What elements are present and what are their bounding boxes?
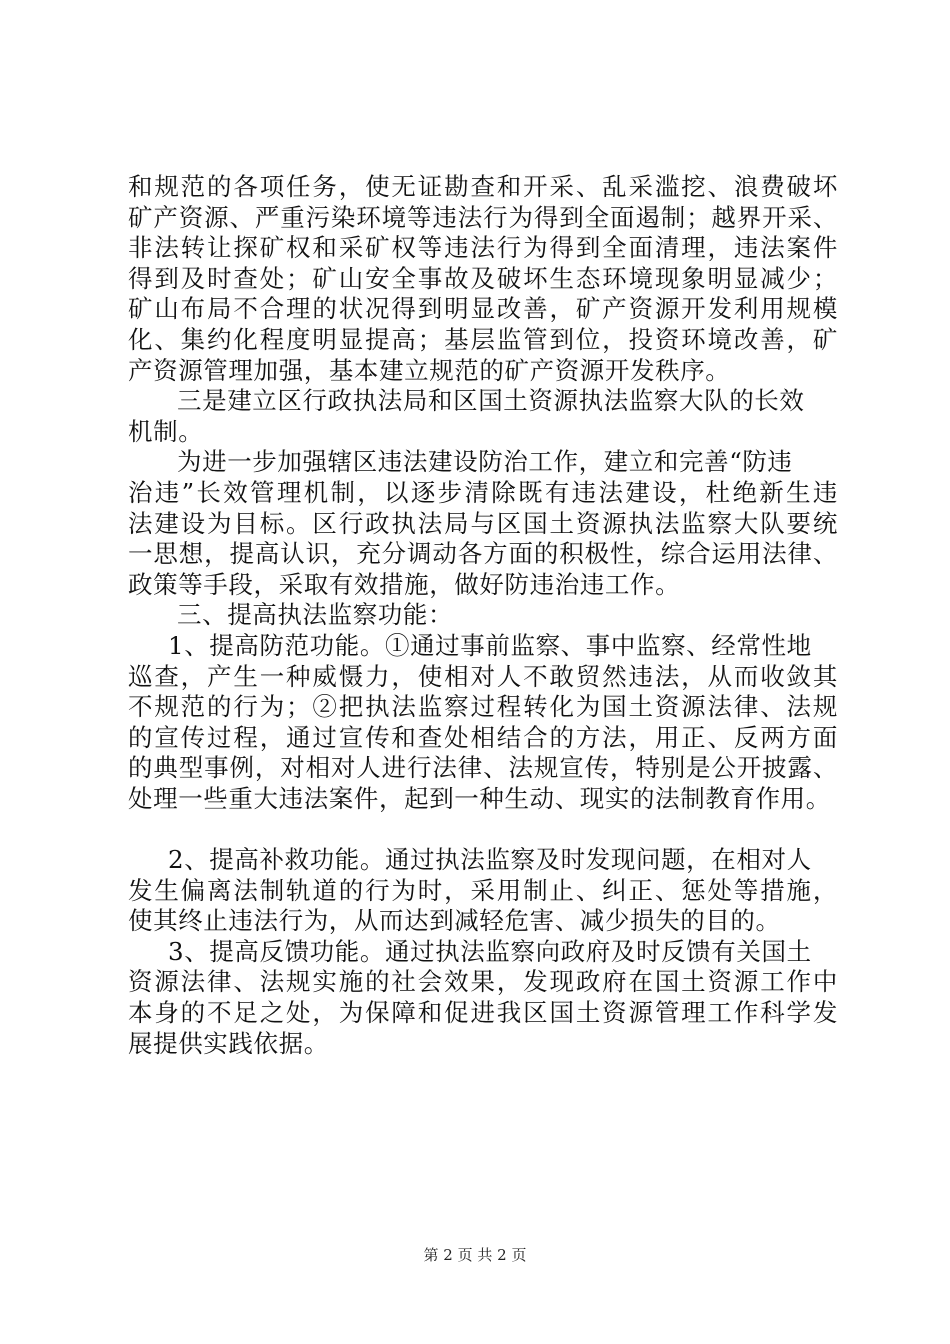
text-line: 处理一些重大违法案件，起到一种生动、现实的法制教育作用。 [128, 783, 831, 813]
text-line: 机制。 [128, 416, 204, 446]
paragraph-gap [128, 814, 838, 845]
text-line: 资源法律、法规实施的社会效果，发现政府在国土资源工作中 [128, 967, 838, 997]
page-footer: 第 2 页 共 2 页 [423, 1246, 527, 1264]
text-line: 的宣传过程，通过宣传和查处相结合的方法，用正、反两方面 [128, 722, 838, 752]
text-line: 治违”长效管理机制，以逐步清除既有违法建设，杜绝新生违 [128, 477, 838, 507]
text-line: 和规范的各项任务，使无证勘查和开采、乱采滥挖、浪费破坏 [128, 172, 838, 201]
text-line: 使其终止违法行为，从而达到减轻危害、减少损失的目的。 [128, 906, 781, 936]
text-line: 发生偏离法制轨道的行为时，采用制止、纠正、惩处等措施， [128, 875, 838, 905]
text-line: 2、提高补救功能。通过执法监察及时发现问题，在相对人 [168, 845, 812, 875]
text-line: 产资源管理加强，基本建立规范的矿产资源开发秩序。 [128, 355, 731, 385]
text-line: 法建设为目标。区行政执法局与区国土资源执法监察大队要统 [128, 508, 838, 538]
text-line: 一思想，提高认识，充分调动各方面的积极性，综合运用法律、 [128, 539, 838, 569]
text-line: 不规范的行为；②把执法监察过程转化为国土资源法律、法规 [128, 692, 838, 722]
text-line: 得到及时查处；矿山安全事故及破坏生态环境现象明显减少； [128, 263, 838, 293]
text-line: 三是建立区行政执法局和区国土资源执法监察大队的长效 [177, 386, 805, 416]
text-line: 的典型事例，对相对人进行法律、法规宣传，特别是公开披露、 [128, 753, 838, 783]
text-line: 1、提高防范功能。①通过事前监察、事中监察、经常性地 [168, 630, 812, 660]
text-line: 矿产资源、严重污染环境等违法行为得到全面遏制；越界开采、 [128, 202, 838, 232]
text-line: 矿山布局不合理的状况得到明显改善，矿产资源开发利用规模 [128, 294, 838, 324]
text-line: 本身的不足之处，为保障和促进我区国土资源管理工作科学发 [128, 998, 838, 1028]
text-line: 政策等手段，采取有效措施，做好防违治违工作。 [128, 569, 681, 599]
text-line: 巡查，产生一种威慑力，使相对人不敢贸然违法，从而收敛其 [128, 661, 838, 691]
document-body [128, 172, 838, 1059]
section-heading: 三、提高执法监察功能： [177, 600, 454, 630]
text-line: 为进一步加强辖区违法建设防治工作，建立和完善“防违 [177, 447, 793, 477]
text-line: 展提供实践依据。 [128, 1028, 329, 1058]
text-line: 非法转让探矿权和采矿权等违法行为得到全面清理，违法案件 [128, 233, 838, 263]
text-line: 3、提高反馈功能。通过执法监察向政府及时反馈有关国土 [168, 936, 812, 966]
text-line: 化、集约化程度明显提高；基层监管到位，投资环境改善，矿 [128, 324, 838, 354]
